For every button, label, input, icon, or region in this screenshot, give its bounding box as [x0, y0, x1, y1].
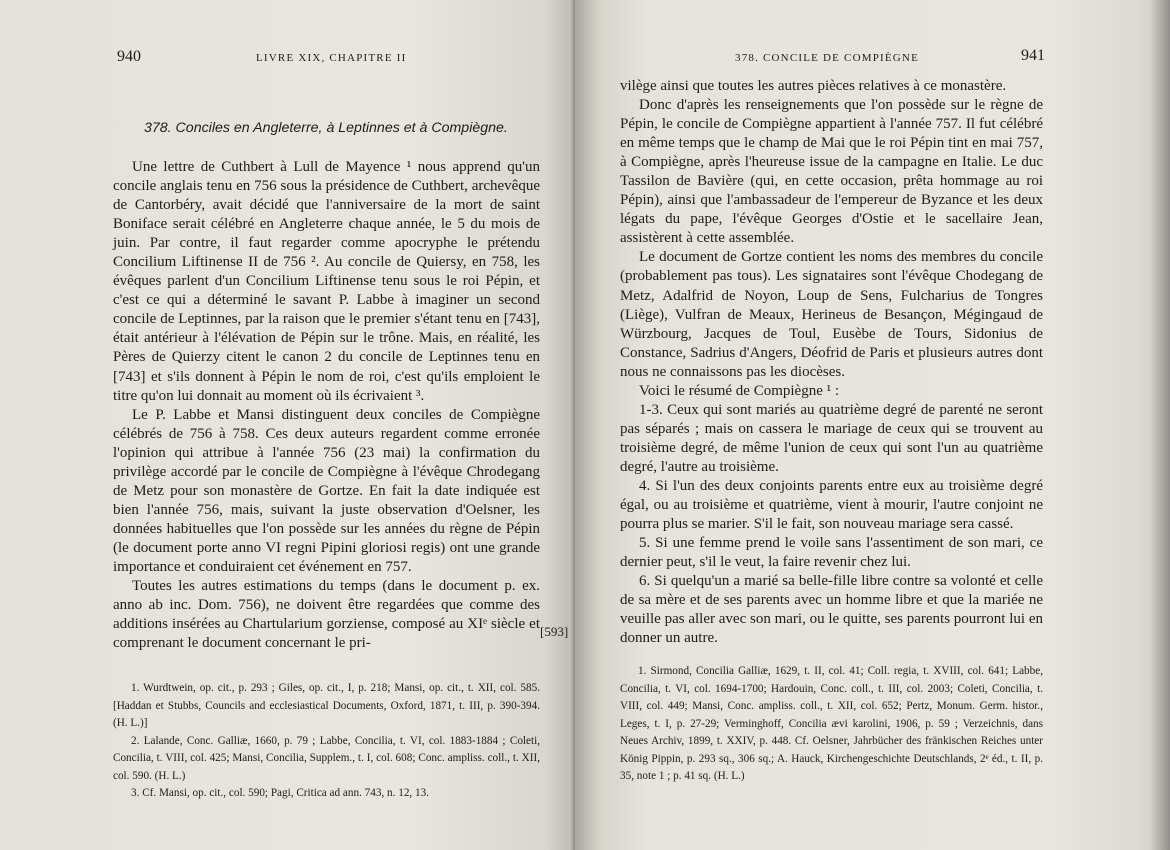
page-edge-shadow	[1150, 0, 1170, 850]
left-paragraph-3: Toutes les autres estimations du temps (dans le document p. ex. anno ab inc. Dom. 756), ne doivent être regardées que comme des additions insérées au Chartularium gorziense, composé au XIᵉ siècle et comprenant le document concernant le pri-	[113, 578, 540, 652]
right-footnotes	[620, 663, 1043, 786]
right-paragraph-1: Donc d'après les renseignements que l'on possède sur le règne de Pépin, le concile de Compiègne appartient à l'année 757. Il fut célébré en même temps que le champ de Mai que le roi Pépin tint en mai 757, à Compiègne, après l'heureuse issue de la campagne en Italie. Le duc Tassilon de Bavière (qui, en cette occasion, prêta hommage au roi Pépin), ainsi que l'ambassadeur de l'empereur de Byzance et les deux légats du pape, l'évêque Georges d'Ostie et le sacellaire Jean, assistèrent à cette assemblée.	[620, 97, 1043, 247]
right-canon-1-3: 1-3. Ceux qui sont mariés au quatrième degré de parenté ne seront pas séparés ; mais on cassera le mariage de ceux qui se trouvent au troisième degré, de même l'union de ceux qui sont l'un au quatrième degré, l'autre au troisième.	[620, 401, 1043, 475]
left-page	[0, 0, 575, 850]
left-paragraph-2: Le P. Labbe et Mansi distinguent deux conciles de Compiègne célébrés de 756 à 758. Ces deux auteurs regardent comme erronée l'opinion qui attribue à l'année 756 (23 mai) la confirmation du privilège accordé par le concile de Compiègne à l'évêque Chrodegang de Metz pour son monastère de Gortze. En fait la date indiquée est bien l'année 756, mais, suivant la juste observation d'Oelsner, les données habituelles que l'on possède sur les années du règne de Pépin (le document porte anno VI regni Pipini gloriosi regis) ont une grande importance et conduiraient cet événement en 757.	[113, 406, 540, 575]
right-paragraph-continued: vilège ainsi que toutes les autres pièces relatives à ce monastère.	[620, 78, 1007, 94]
right-paragraph-2: Le document de Gortze contient les noms des membres du concile (probablement pas tous). Les signataires sont l'évêque Chodegang de Metz, Adalfrid de Noyon, Loup de Sens, Fulcharius de Tongres (Liège), Vulfran de Meaux, Herineus de Besançon, Mégingaud de Würzbourg, Jacques de Toul, Eusèbe de Tours, Sidonius de Constance, Sadrius d'Angers, Déofrid de Paris et plusieurs autres dont nous ne connaissons pas les diocèses.	[620, 249, 1043, 380]
right-canon-4: 4. Si l'un des deux conjoints parents entre eux au troisième degré égal, ou au troisième et quatrième, vient à mourir, l'autre conjoint ne pourra plus se marier. S'il le fait, son nouveau mariage sera cassé.	[620, 477, 1043, 533]
right-canon-6: 6. Si quelqu'un a marié sa belle-fille libre contre sa volonté et celle de sa mère et de ses parents avec un homme libre et que la mariée ne veuille pas aller avec son mari, ou le quitte, ses parents pourront lui en donner un autre.	[620, 573, 1043, 647]
margin-page-reference: [593]	[540, 624, 572, 640]
right-running-header: 378. CONCILE DE COMPIÈGNE	[735, 52, 919, 64]
left-page-number: 940	[117, 48, 141, 65]
right-body	[620, 77, 1043, 648]
right-footnote-1: 1. Sirmond, Concilia Galliæ, 1629, t. II, col. 41; Coll. regia, t. XVIII, col. 641; Labbe, Concilia, t. VI, col. 1694-1700; Hardouin, Conc. coll., t. III, col. 2003; Coleti, Concilia, t. VIII, col. 449; Mansi, Conc. ampliss. coll., t. XII, col. 652; Pertz, Monum. Germ. histor., Leges, t. I, p. 27-29; Verminghoff, Concilia ævi karolini, 1906, p. 59 ; Verzeichnis, dans Neues Archiv, 1899, t. XXIV, p. 448. Cf. Oelsner, Jahrbücher des fränkischen Reiches unter König Pippin, p. 293 sq., 306 sq.; A. Hauck, Kirchengeschichte Deutschlands, 2ᵉ éd., t. II, p. 35, note 1 ; p. 41 sq. (H. L.)	[620, 665, 1043, 782]
section-title: 378. Conciles en Angleterre, à Leptinnes et à Compiègne.	[144, 120, 508, 136]
right-page	[575, 0, 1170, 850]
right-page-number: 941	[1021, 47, 1045, 64]
left-footnote-3: 3. Cf. Mansi, op. cit., col. 590; Pagi, Critica ad ann. 743, n. 12, 13.	[131, 787, 429, 799]
left-footnote-1: 1. Wurdtwein, op. cit., p. 293 ; Giles, op. cit., I, p. 218; Mansi, op. cit., t. XII, col. 585. [Haddan et Stubbs, Councils and ecclesiastical Documents, Oxford, 1871, t. III, p. 390-394. (H. L.)]	[113, 682, 540, 729]
left-footnote-2: 2. Lalande, Conc. Galliæ, 1660, p. 79 ; Labbe, Concilia, t. VI, col. 1883-1884 ; Coleti, Concilia, t. VIII, col. 425; Mansi, Concilia, Supplem., t. I, col. 608; Conc. ampliss. coll., t. XII, col. 590. (H. L.)	[113, 734, 540, 782]
left-body	[113, 158, 540, 653]
right-canon-5: 5. Si une femme prend le voile sans l'assentiment de son mari, ce dernier peut, s'il le veut, la faire revenir chez lui.	[620, 535, 1043, 571]
left-running-header: LIVRE XIX, CHAPITRE II	[256, 52, 407, 64]
left-paragraph-1: Une lettre de Cuthbert à Lull de Mayence ¹ nous apprend qu'un concile anglais tenu en 756 sous la présidence de Cuthbert, archevêque de Cantorbéry, avait décidé que l'anniversaire de la mort de saint Boniface serait célébré en Angleterre chaque année, le 5 du mois de juin. Par contre, il faut regarder comme apocryphe le prétendu Concilium Liftinense II de 756 ². Au concile de Quiersy, en 758, les évêques parlent d'un Concilium Liftinense tenu sous le roi Pépin, et c'est ce qui a déterminé le savant P. Labbe à imaginer un second concile de Leptinnes, par la raison que le premier s'étant tenu en [743], était antérieur à l'élévation de Pépin sur le trône. Mais, en réalité, les Pères de Quierzy citent le canon 2 du concile de Leptinnes tenu en [743] et s'ils donnent à Pépin le nom de roi, c'est qu'ils emploient le titre qu'on lui donnait au moment où ils écrivaient ³.	[113, 159, 540, 404]
right-paragraph-3: Voici le résumé de Compiègne ¹ :	[639, 382, 840, 399]
left-footnotes	[113, 680, 540, 803]
